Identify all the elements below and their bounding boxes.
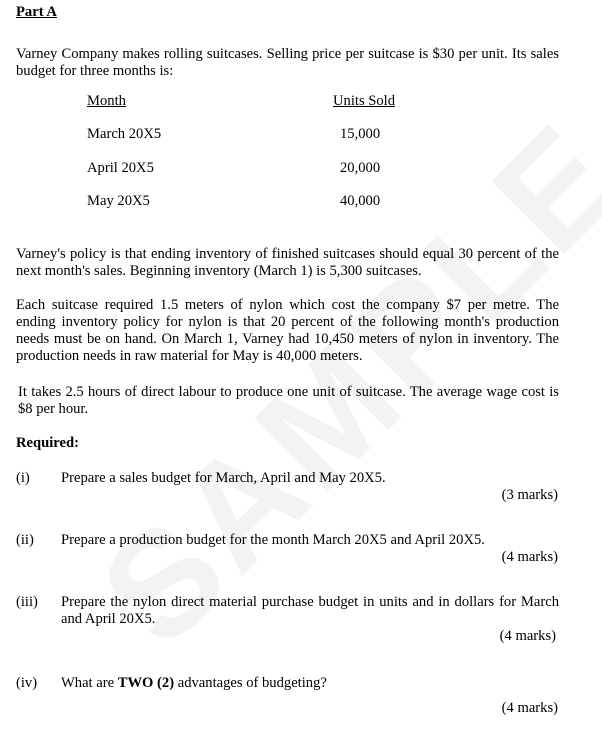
- question-marks: (4 marks): [501, 549, 558, 565]
- question-marks: (4 marks): [499, 628, 556, 644]
- question-text: Prepare a production budget for the month March 20X5 and April 20X5.: [61, 532, 485, 548]
- labour-paragraph: It takes 2.5 hours of direct labour to produce one unit of suitcase. The average wage cost is $8 per hour.: [18, 384, 559, 417]
- table-cell-month: April 20X5: [87, 160, 154, 176]
- nylon-paragraph: Each suitcase required 1.5 meters of nylon which cost the company $7 per metre. The ending inventory policy for nylon is that 20 percent of the following month's production needs must be on hand. On March 1, Varney had 10,450 meters of nylon in inventory. The production needs in raw material for May is 40,000 meters.: [16, 297, 559, 364]
- question-number: (i): [16, 470, 30, 486]
- table-cell-units: 40,000: [340, 193, 381, 209]
- question-text-part: What are: [61, 675, 118, 691]
- question-number: (iii): [16, 594, 38, 610]
- table-cell-month: March 20X5: [87, 126, 162, 142]
- table-cell-month: May 20X5: [87, 193, 150, 209]
- table-header-month: Month: [87, 93, 126, 109]
- table-cell-units: 20,000: [340, 160, 381, 176]
- table-header-units: Units Sold: [333, 93, 396, 109]
- question-number: (iv): [16, 675, 38, 691]
- required-heading: Required:: [16, 435, 79, 451]
- part-heading: Part A: [16, 4, 57, 20]
- question-text: Prepare the nylon direct material purchase budget in units and in dollars for March and April 20X5.: [61, 594, 559, 627]
- table-cell-units: 15,000: [340, 126, 381, 142]
- question-text: [61, 675, 559, 692]
- question-number: (ii): [16, 532, 34, 548]
- question-marks: (3 marks): [501, 487, 558, 503]
- question-text: Prepare a sales budget for March, April and May 20X5.: [61, 470, 386, 486]
- question-marks: (4 marks): [501, 700, 558, 716]
- question-text-part: advantages of budgeting?: [174, 675, 327, 691]
- question-text-emphasis: TWO (2): [117, 675, 175, 691]
- intro-paragraph: Varney Company makes rolling suitcases. Selling price per suitcase is $30 per unit. Its sales budget for three months is:: [16, 46, 559, 79]
- inventory-paragraph: Varney's policy is that ending inventory of finished suitcases should equal 30 percent of the next month's sales. Beginning inventory (March 1) is 5,300 suitcases.: [16, 246, 559, 279]
